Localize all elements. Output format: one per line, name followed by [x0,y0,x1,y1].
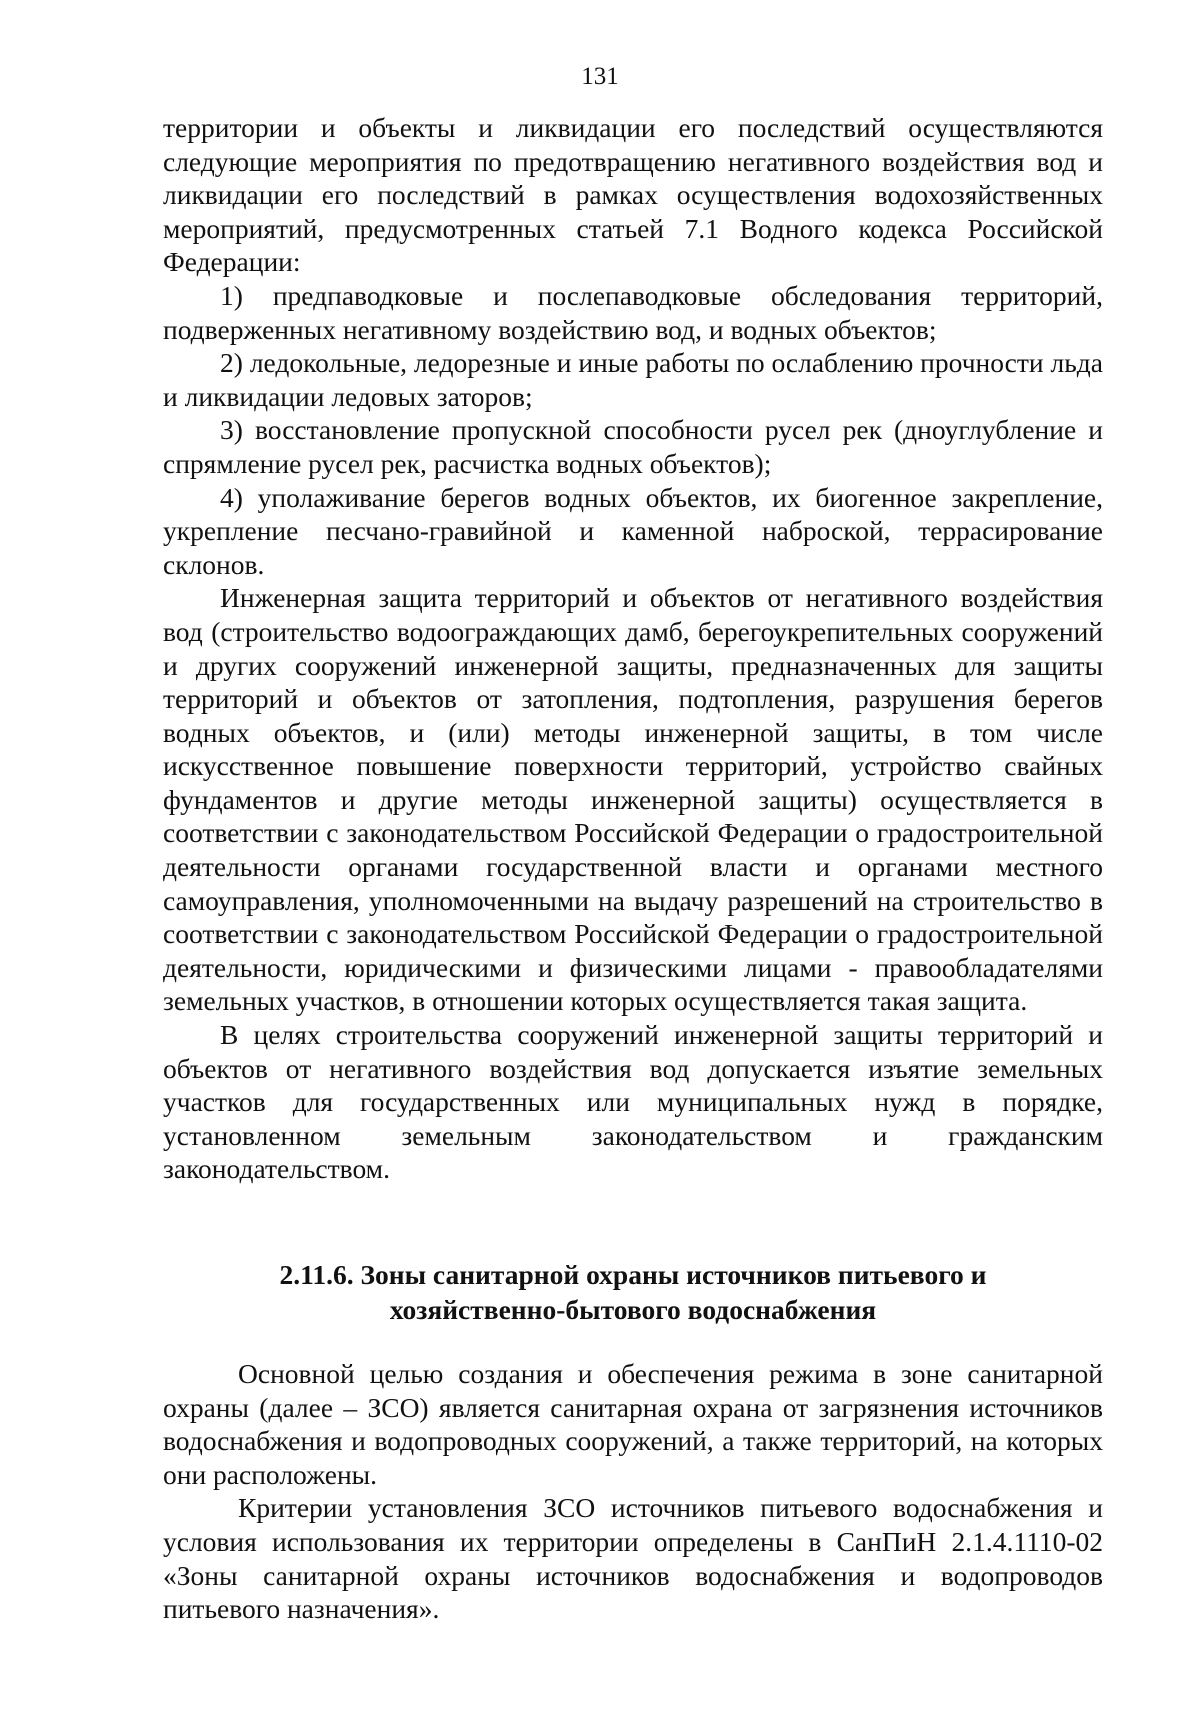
list-item-1: 1) предпаводковые и послепаводковые обследования территорий, подверженных негативному воздействию вод, и водных объектов; [163,279,1103,345]
section-heading-line-2: хозяйственно-бытового водоснабжения [389,1294,877,1325]
paragraph-zso-criteria: Критерии установления ЗСО источников питьевого водоснабжения и условия использования их территории определены в СанПиН 2.1.4.1110-02 «Зоны санитарной охраны источников водоснабжения и водопроводов питьевого назначения». [163,1492,1103,1625]
body-text-lower [163,1357,1103,1626]
list-item-2: 2) ледокольные, ледорезные и иные работы по ослаблению прочности льда и ликвидации ледовых заторов; [163,347,1103,412]
body-text-upper [163,111,1103,1186]
list-item-3: 3) восстановление пропускной способности русел рек (дноуглубление и спрямление русел рек, расчистка водных объектов); [163,414,1103,479]
list-item-4: 4) уполаживание берегов водных объектов, их биогенное закрепление, укрепление песчано-гравийной и каменной наброской, террасирование склонов. [163,481,1103,580]
paragraph-zso-purpose: Основной целью создания и обеспечения режима в зоне санитарной охраны (далее – ЗСО) является санитарная охрана от загрязнения источников водоснабжения и водопроводных сооружений, а также территорий, на которых они расположены. [163,1358,1103,1490]
paragraph-engineering-protection: Инженерная защита территорий и объектов от негативного воздействия вод (строительство водоограждающих дамб, берегоукрепительных сооружений и других сооружений инженерной защиты, предназначенных для защиты территорий и объектов от затопления, подтопления, разрушения берегов водных объектов, и (или) методы инженерной защиты, в том числе искусственное повышение поверхности территорий, устройство свайных фундаментов и другие методы инженерной защиты) осуществляется в соответствии с законодательством Российской Федерации о градостроительной деятельности органами государственной власти и органами местного самоуправления, уполномоченными на выдачу разрешений на строительство в соответствии с законодательством Российской Федерации о градостроительной деятельности, юридическими и физическими лицами - правообладателями земельных участков, в отношении которых осуществляется такая защита. [163,582,1103,1017]
page-number: 131 [581,63,619,90]
section-heading [163,1257,1103,1327]
paragraph-continuation: территории и объекты и ликвидации его последствий осуществляются следующие мероприятия по предотвращению негативного воздействия вод и ликвидации его последствий в рамках осуществления водохозяйственных мероприятий, предусмотренных статьей 7.1 Водного кодекса Российской Федерации: [163,112,1103,278]
paragraph-land-withdrawal: В целях строительства сооружений инженерной защиты территорий и объектов от негативного воздействия вод допускается изъятие земельных участков для государственных или муниципальных нужд в порядке, установленном земельным законодательством и гражданским законодательством. [163,1019,1103,1185]
section-heading-line-1: 2.11.6. Зоны санитарной охраны источников питьевого и [279,1259,987,1290]
